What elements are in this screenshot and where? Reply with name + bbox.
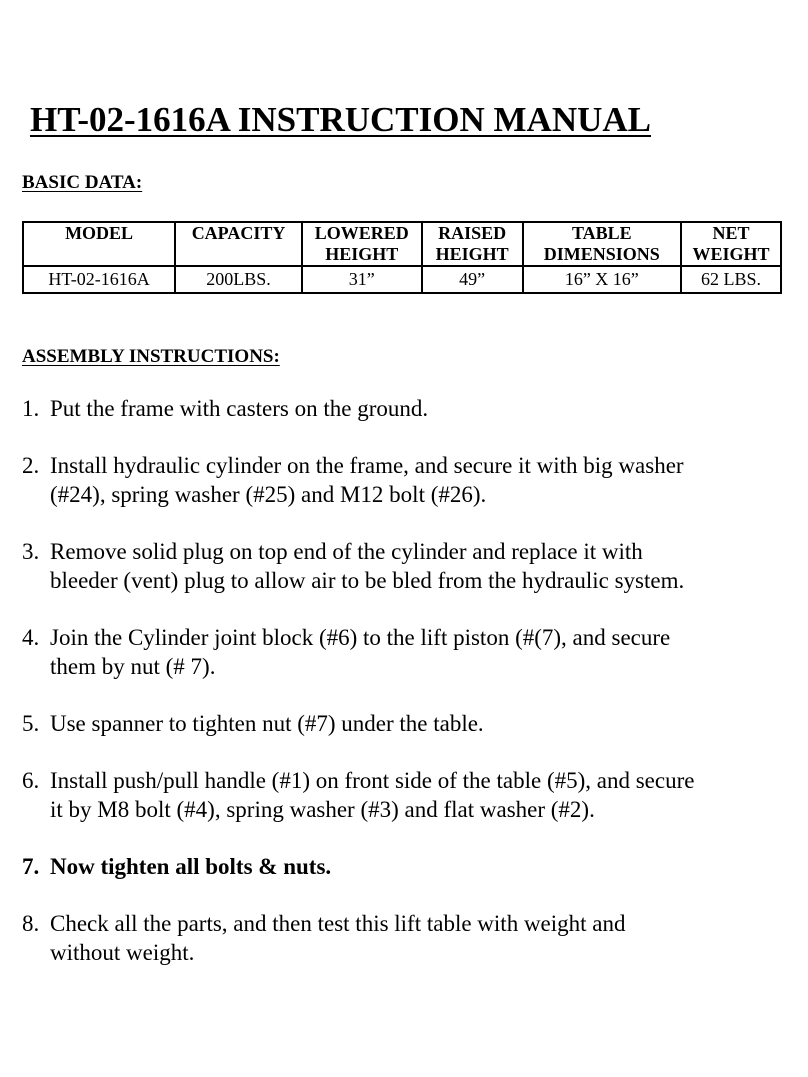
step-number: 4.	[22, 625, 40, 650]
step-number: 2.	[22, 453, 40, 478]
table-header-row	[23, 222, 781, 266]
column-header-model: MODEL	[23, 222, 175, 266]
assembly-step	[22, 451, 782, 509]
column-header-table-dimensions: TABLE DIMENSIONS	[523, 222, 682, 266]
step-text-line: Install push/pull handle (#1) on front side of the table (#5), and secure	[50, 768, 695, 793]
basic-data-table	[22, 221, 782, 294]
column-header-net-weight: NET WEIGHT	[681, 222, 781, 266]
assembly-step	[22, 852, 782, 881]
assembly-step	[22, 766, 782, 824]
assembly-step	[22, 623, 782, 681]
step-text-line: without weight.	[50, 940, 195, 965]
step-number: 6.	[22, 768, 40, 793]
step-text-line: Check all the parts, and then test this lift table with weight and	[50, 911, 626, 936]
step-text-line: Put the frame with casters on the ground.	[50, 396, 429, 421]
cell-raised-height: 49”	[422, 266, 523, 293]
step-number: 8.	[22, 911, 40, 936]
column-header-raised-height: RAISED HEIGHT	[422, 222, 523, 266]
step-number: 1.	[22, 396, 40, 421]
basic-data-heading: BASIC DATA:	[22, 172, 143, 193]
step-text-line: Remove solid plug on top end of the cylinder and replace it with	[50, 539, 643, 564]
step-number: 7.	[22, 854, 40, 879]
step-number: 5.	[22, 711, 40, 736]
cell-capacity: 200LBS.	[175, 266, 302, 293]
step-text-line: it by M8 bolt (#4), spring washer (#3) and flat washer (#2).	[50, 797, 595, 822]
step-text-line: them by nut (# 7).	[50, 654, 216, 679]
step-text-line: Use spanner to tighten nut (#7) under the table.	[50, 711, 484, 736]
page-title: HT-02-1616A INSTRUCTION MANUAL	[30, 100, 651, 139]
assembly-instructions-heading: ASSEMBLY INSTRUCTIONS:	[22, 346, 280, 367]
assembly-step	[22, 394, 782, 423]
step-text-line: Now tighten all bolts & nuts.	[50, 854, 332, 879]
step-text-line: Join the Cylinder joint block (#6) to the lift piston (#(7), and secure	[50, 625, 671, 650]
cell-lowered-height: 31”	[302, 266, 422, 293]
column-header-lowered-height: LOWERED HEIGHT	[302, 222, 422, 266]
assembly-step	[22, 709, 782, 738]
cell-net-weight: 62 LBS.	[681, 266, 781, 293]
assembly-step	[22, 537, 782, 595]
step-number: 3.	[22, 539, 40, 564]
cell-model: HT-02-1616A	[23, 266, 175, 293]
cell-table-dimensions: 16” X 16”	[523, 266, 682, 293]
assembly-steps-list	[22, 394, 782, 995]
table-row	[23, 266, 781, 293]
step-text-line: Install hydraulic cylinder on the frame, and secure it with big washer	[50, 453, 684, 478]
step-text-line: bleeder (vent) plug to allow air to be bled from the hydraulic system.	[50, 568, 685, 593]
assembly-step	[22, 909, 782, 967]
column-header-capacity: CAPACITY	[175, 222, 302, 266]
step-text-line: (#24), spring washer (#25) and M12 bolt (#26).	[50, 482, 487, 507]
